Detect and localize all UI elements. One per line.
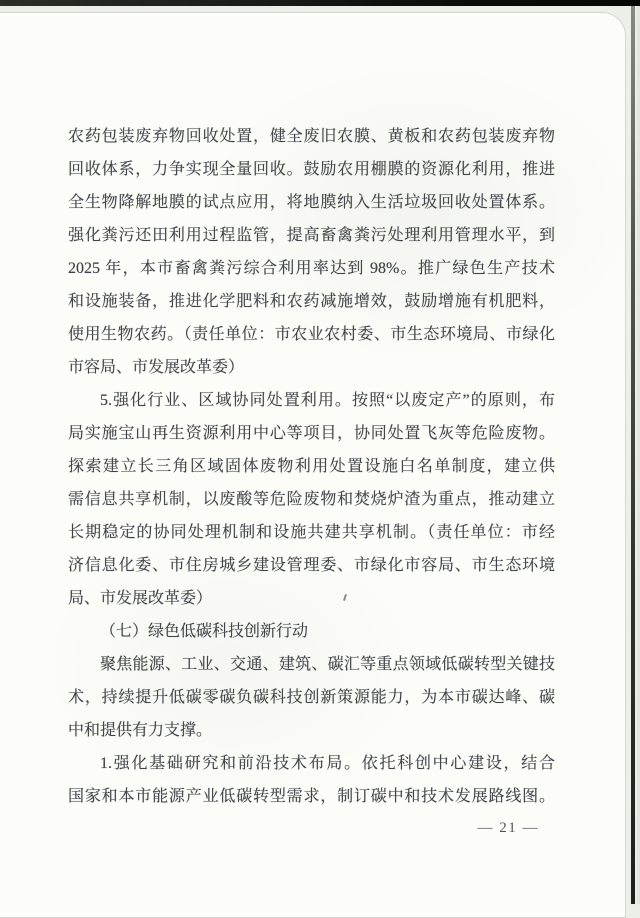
text-line-paragraph-start: 聚焦能源、工业、交通、建筑、碳汇等重点领域低碳转型关键技 (100, 656, 555, 673)
text-line: 使用生物农药。（责任单位：市农业农村委、市生态环境局、市绿化 (68, 326, 555, 343)
text-line-paragraph-start: 1.强化基础研究和前沿技术布局。依托科创中心建设，结合 (100, 755, 555, 772)
document-body (68, 120, 555, 813)
text-line: 长期稳定的协同处理机制和设施共建共享机制。（责任单位：市经 (68, 524, 555, 541)
scanner-top-bar (0, 0, 640, 6)
text-line: 2025 年，本市畜禽粪污综合利用率达到 98%。推广绿色生产技术 (68, 260, 555, 277)
section-heading: （七）绿色低碳科技创新行动 (100, 623, 309, 640)
text-line: 农药包装废弃物回收处置，健全废旧农膜、黄板和农药包装废弃物 (68, 128, 555, 145)
text-line: 探索建立长三角区域固体废物利用处置设施白名单制度，建立供 (68, 458, 555, 475)
text-line: 局实施宝山再生资源利用中心等项目，协同处置飞灰等危险废物。 (68, 425, 555, 442)
text-line-paragraph-start: 5.强化行业、区域协同处置利用。按照“以废定产”的原则，布 (100, 392, 555, 409)
text-line: 术，持续提升低碳零碳负碳科技创新策源能力，为本市碳达峰、碳 (68, 689, 555, 706)
text-line: 全生物降解地膜的试点应用，将地膜纳入生活垃圾回收处置体系。 (68, 194, 555, 211)
text-line: 强化粪污还田利用过程监管，提高畜禽粪污处理利用管理水平，到 (68, 227, 555, 244)
page-stack-edge-dark (631, 5, 635, 904)
text-line: 回收体系，力争实现全量回收。鼓励农用棚膜的资源化利用，推进 (68, 161, 555, 178)
text-line: 和设施装备，推进化学肥料和农药减施增效，鼓励增施有机肥料， (68, 293, 555, 310)
text-line: 中和提供有力支撑。 (68, 722, 213, 739)
page-number: — 21 — (477, 820, 539, 836)
text-line: 市容局、市发展改革委） (68, 359, 245, 376)
text-line: 需信息共享机制，以废酸等危险废物和焚烧炉渣为重点，推动建立 (68, 491, 555, 508)
text-line: 济信息化委、市住房城乡建设管理委、市绿化市容局、市生态环境 (68, 557, 555, 574)
text-line: 国家和本市能源产业低碳转型需求，制订碳中和技术发展路线图。 (68, 788, 555, 805)
text-line: 局、市发展改革委） (68, 590, 213, 607)
